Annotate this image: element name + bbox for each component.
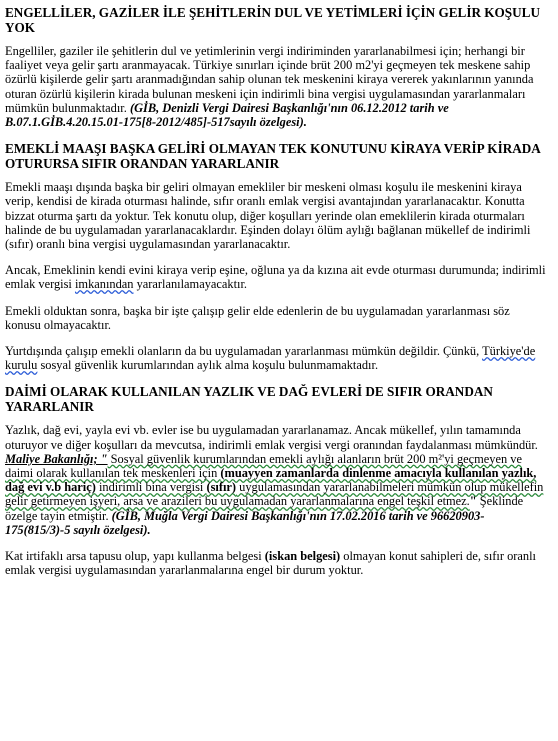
paragraph-retiree-4 [5, 344, 546, 372]
section-title-summer-house: DAİMİ OLARAK KULLANILAN YAZLIK VE DAĞ EVLERİ DE SIFIR ORANDAN YARARLANIR [5, 384, 493, 415]
paragraph-text: sosyal güvenlik kurumlarından aylık alma koşulu bulunmamaktadır. [37, 358, 379, 373]
paragraph-summer-1 [5, 423, 546, 537]
section-title-disabled: ENGELLİLER, GAZİLER İLE ŞEHİTLERİN DUL VE YETİMLERİ İÇİN GELİR KOŞULU YOK [5, 5, 540, 35]
reference-citation: (GİB, Muğla Vergi Dairesi Başkanlığı'nın 17.02.2016 tarih ve 96620903-175(815/3)-5 sayılı özelgesi). [5, 508, 485, 537]
spellcheck-word: Türkiye'de [482, 344, 536, 359]
paragraph-text: olmayan konut sahipleri de, sıfır oranlı emlak vergisi uygulamasından yararlanmalarına engel bir durum yoktur. [5, 549, 536, 578]
quoted-text: indirimli bina vergisi [95, 480, 207, 495]
quote-mark: " [469, 494, 477, 509]
bold-zero: (sıfır) [206, 480, 237, 495]
paragraph-text: Yurtdışında çalışıp emekli olanların da bu uygulamadan yararlanması mümkün değildir. Çünkü, [5, 344, 483, 359]
spellcheck-word: imkanından [74, 277, 134, 292]
spellcheck-word: kurulu [5, 358, 38, 373]
paragraph-text: Engelliler, gaziler ile şehitlerin dul ve yetimlerinin vergi indiriminden yararlanabilmesi için; herhangi bir faaliyet veya gelir şartı aranmayacak. Türkiye sınırları içinde brüt 200 m2'yi geçmeyen tek meskene sahip özürlü kişilerde gelir şartı aranmadığından sahip olunan tek meskenini kiraya vererek yakınlarının yanında oturan özürlü kişilerin kirada bulunan meskeni için indirimli bina vergisi uygulamasından yararlanmaları mümkün bulunmaktadır. [5, 44, 534, 115]
quoted-text: uygulamasından yararlanabilmeleri mümkün olup mükellefin gelir getirmeyen işyeri, arsa ve arazileri bu uygulamadan yararlanmalarına engel teşkil etmez. [5, 480, 544, 509]
paragraph-text: Şeklinde özelge tayin etmiştir. [5, 494, 524, 523]
bold-permit: (iskan belgesi) [264, 549, 341, 564]
ministry-label: Maliye Bakanlığı; " [5, 451, 108, 466]
paragraph-retiree-3: Emekli olduktan sonra, başka bir işte çalışıp gelir elde edenlerin de bu uygulamadan yararlanması söz konusu olmayacaktır. [5, 303, 510, 332]
paragraph-disabled [5, 44, 546, 129]
reference-citation: (GİB, Denizli Vergi Dairesi Başkanlığı'nın 06.12.2012 tarih ve B.07.1.GİB.4.20.15.01-175[8-2012/485]-517sayılı özelgesi). [5, 100, 449, 130]
section-title-retiree: EMEKLİ MAAŞI BAŞKA GELİRİ OLMAYAN TEK KONUTUNU KİRAYA VERİP KİRADA OTURURSA SIFIR ORANDAN YARARLANIR [5, 141, 541, 172]
quoted-text: Sosyal güvenlik kurumlarından emekli aylığı alanların brüt 200 m²'yi geçmeyen ve daimi olarak kullanılan tek meskenleri için [5, 451, 522, 481]
bold-exception: (muayyen zamanlarda dinlenme amacıyla kullanılan yazlık, dağ evi v.b hariç) [5, 466, 537, 495]
paragraph-retiree-2 [5, 263, 546, 291]
paragraph-retiree-1: Emekli maaşı dışında başka bir geliri olmayan emekliler bir meskeni olması koşulu ile meskenini kiraya verip, kendisi de kirada oturması halinde, sıfır oranlı emlak vergisi avantajından yararlanacaktır. Konutta bizzat oturma şartı da yoktur. Tek konutu olup, diğer koşulları yerinde olan emeklilerin kirada oturmaları halinde de bu uygulamadan yararlanacaklardır. Eşinden dolayı ölüm aylığı bağlanan mükellef de indirimli (sıfır) oranlı bina vergisi uygulamasından yararlanacaktır. [5, 180, 531, 252]
paragraph-text: Kat irtifaklı arsa tapusu olup, yapı kullanma belgesi [5, 549, 265, 564]
paragraph-text: yararlanılamayacaktır. [133, 277, 248, 292]
paragraph-text: Yazlık, dağ evi, yayla evi vb. evler ise bu uygulamadan yararlanamaz. Ancak mükellef, yılın tamamında oturuyor ve diğer koşulları da mevcutsa, indirimli emlak vergisi vergi oranından faydalanması mümkündür. [5, 423, 538, 452]
paragraph-summer-2 [5, 549, 546, 577]
paragraph-text: Ancak, Emeklinin kendi evini kiraya verip eşine, oğluna ya da kızına ait evde oturması durumunda; indirimli emlak vergisi [5, 263, 546, 292]
